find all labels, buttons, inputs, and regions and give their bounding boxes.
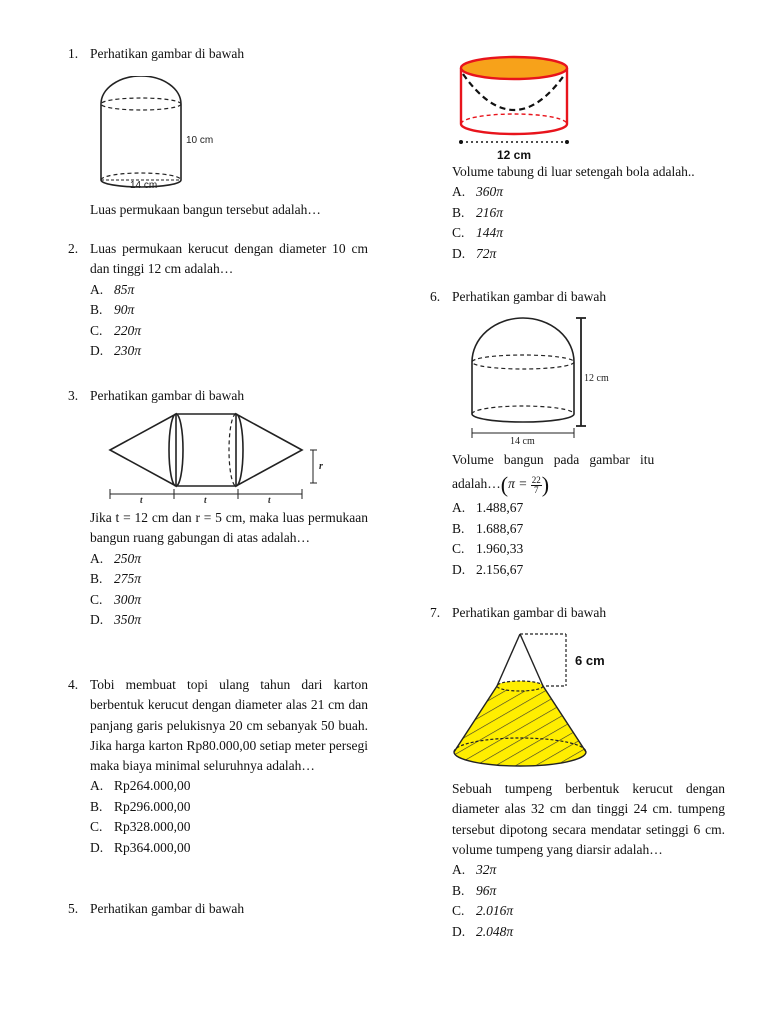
option-c[interactable]: C. 220π	[90, 322, 142, 338]
figure-cone-cylinder-cone	[106, 410, 346, 505]
t-label-1: t	[140, 495, 143, 505]
option-b[interactable]: B. 90π	[90, 302, 135, 317]
t-label-2: t	[204, 495, 207, 505]
option-a[interactable]: A. 85π	[90, 281, 135, 297]
question-7-body	[430, 779, 725, 942]
question-6-body	[430, 450, 725, 580]
question-text: Luas permukaan bangun tersebut adalah…	[90, 202, 321, 217]
question-3	[68, 386, 368, 406]
radius-label: r	[319, 461, 323, 472]
height-label: 6 cm	[575, 653, 605, 668]
option-a[interactable]: A. 360π	[452, 184, 504, 200]
question-number: 3.	[68, 388, 79, 403]
option-d[interactable]: D. 2.156,67	[452, 561, 524, 577]
question-prompt: Perhatikan gambar di bawah	[90, 46, 245, 61]
question-text: Jika t = 12 cm dan r = 5 cm, maka luas permukaan bangun ruang gabungan di atas adalah…	[90, 510, 368, 546]
options-list	[430, 182, 725, 264]
option-c[interactable]: C. Rp328.000,00	[90, 819, 191, 835]
question-1-text	[68, 200, 368, 220]
option-a[interactable]: A. 32π	[452, 862, 497, 877]
option-c[interactable]: C. 2.016π	[452, 903, 514, 918]
option-d[interactable]: D. 230π	[90, 343, 142, 358]
options-list	[68, 776, 368, 858]
question-5	[68, 899, 368, 919]
option-d[interactable]: D. 2.048π	[452, 923, 514, 939]
figure-frustum-cone	[450, 630, 650, 782]
option-d[interactable]: D. Rp364.000,00	[90, 839, 191, 855]
question-7	[430, 603, 725, 623]
option-b[interactable]: B. 96π	[452, 882, 497, 898]
options-list	[68, 549, 368, 631]
diameter-label: 14 cm	[510, 436, 535, 447]
question-1	[68, 44, 368, 64]
option-a[interactable]: A. Rp264.000,00	[90, 778, 191, 794]
question-text: Sebuah tumpeng berbentuk kerucut dengan diameter alas 32 cm dan tinggi 24 cm. tumpeng tersebut dipotong secara mendatar setinggi 6 cm. volume tumpeng yang diarsir adalah…	[452, 781, 725, 857]
question-3-body	[68, 508, 368, 631]
question-number: 6.	[430, 289, 441, 304]
options-list	[430, 860, 725, 942]
question-2-header	[68, 239, 368, 280]
question-text: Tobi membuat topi ulang tahun dari karton berbentuk kerucut dengan diameter alas 21 cm dan panjang garis pelukisnya 20 cm sebanyak 50 buah. Jika harga karton Rp80.000,00 setiap meter persegi maka biaya minimal seluruhnya adalah…	[90, 677, 368, 773]
question-text: Volume tabung di luar setengah bola adalah..	[452, 164, 695, 179]
question-number: 1.	[68, 46, 79, 61]
question-1-header	[68, 44, 368, 64]
question-prompt: Perhatikan gambar di bawah	[452, 289, 607, 304]
option-b[interactable]: B. Rp296.000,00	[90, 798, 191, 814]
question-number: 5.	[68, 901, 79, 916]
question-prompt: Perhatikan gambar di bawah	[90, 901, 245, 916]
option-a[interactable]: A. 1.488,67	[452, 500, 524, 516]
question-text: Luas permukaan kerucut dengan diameter 10 cm dan tinggi 12 cm adalah…	[90, 241, 368, 277]
pi-equation: π =	[508, 476, 528, 492]
fraction-22-7: $\frac{22}{7}$	[531, 474, 541, 495]
option-d[interactable]: D. 72π	[452, 245, 497, 261]
question-3-header	[68, 386, 368, 406]
diameter-label: 14 cm	[130, 180, 158, 191]
options-list	[68, 280, 368, 362]
question-6-header	[430, 287, 725, 307]
option-c[interactable]: C. 300π	[90, 591, 142, 607]
height-label: 12 cm	[584, 373, 609, 384]
option-b[interactable]: B. 275π	[90, 571, 142, 586]
option-b[interactable]: B. 216π	[452, 204, 504, 220]
question-6	[430, 287, 725, 307]
question-2	[68, 239, 368, 362]
question-text-line-2: adalah…(π = $\frac{22}{7}$ )	[452, 472, 550, 498]
option-a[interactable]: A. 250π	[90, 550, 142, 566]
question-prompt: Perhatikan gambar di bawah	[452, 605, 607, 620]
option-b[interactable]: B. 1.688,67	[452, 520, 524, 536]
option-c[interactable]: C. 1.960,33	[452, 541, 524, 557]
option-c[interactable]: C. 144π	[452, 225, 504, 241]
question-text-line-1: Volume bangun pada gambar itu	[452, 452, 655, 467]
t-label-3: t	[268, 495, 271, 505]
question-number: 7.	[430, 605, 441, 620]
option-d[interactable]: D. 350π	[90, 612, 142, 627]
width-label: 12 cm	[497, 148, 532, 162]
question-5-header	[68, 899, 368, 919]
question-4-header	[68, 675, 368, 776]
figure-half-sphere-cylinder-2	[466, 316, 656, 450]
question-7-header	[430, 603, 725, 623]
options-list	[430, 498, 725, 580]
question-prompt: Perhatikan gambar di bawah	[90, 388, 245, 403]
figure-cylinder-half-sphere	[450, 50, 590, 166]
question-5-body	[430, 162, 725, 264]
question-number: 2.	[68, 241, 79, 256]
question-4	[68, 675, 368, 858]
height-label: 10 cm	[186, 135, 214, 146]
question-number: 4.	[68, 677, 79, 692]
figure-half-sphere-cylinder	[96, 76, 286, 198]
